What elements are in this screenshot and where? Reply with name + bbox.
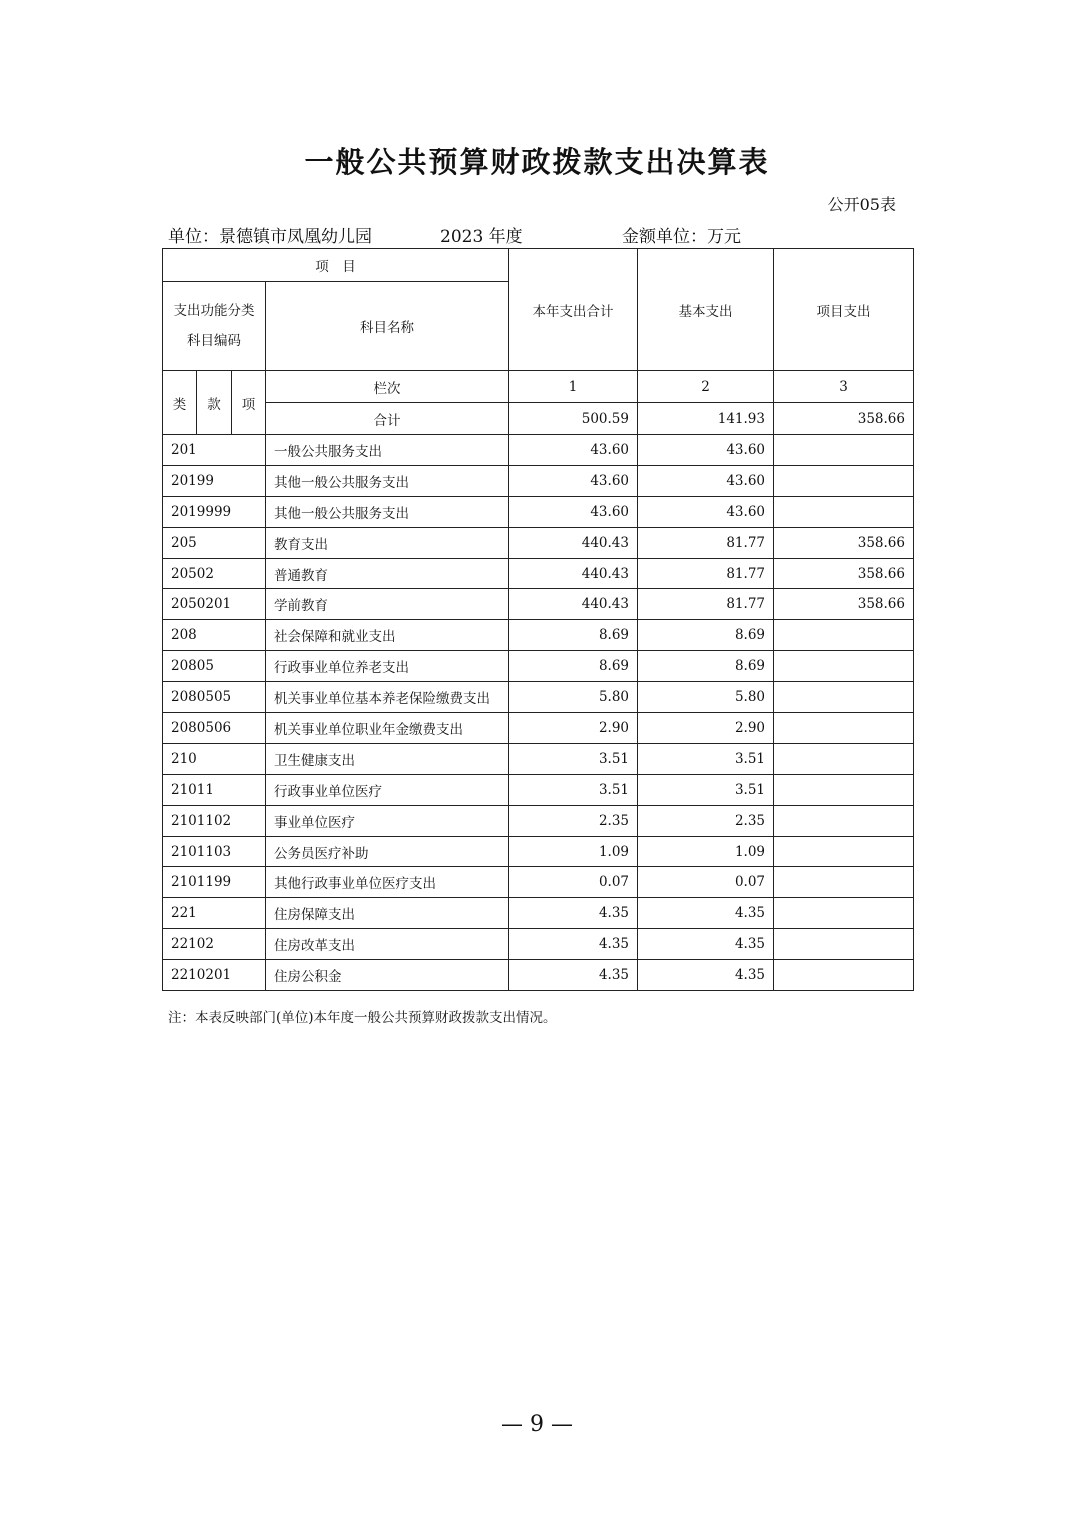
- row-subject-name: 行政事业单位医疗: [266, 774, 509, 805]
- row-project: [774, 682, 914, 713]
- row-basic: 4.35: [638, 960, 774, 991]
- row-code: 201: [163, 435, 266, 466]
- row-code: 2101103: [163, 836, 266, 867]
- table-row: [163, 527, 914, 558]
- row-project: [774, 435, 914, 466]
- header-kuan: 款: [197, 371, 232, 435]
- row-basic: 8.69: [638, 620, 774, 651]
- row-total: 43.60: [509, 496, 638, 527]
- row-subject-name: 机关事业单位职业年金缴费支出: [266, 713, 509, 744]
- column-index-2: 2: [638, 371, 774, 403]
- row-total: 440.43: [509, 558, 638, 589]
- row-total: 1.09: [509, 836, 638, 867]
- row-code: 22102: [163, 929, 266, 960]
- table-row: [163, 682, 914, 713]
- row-total: 4.35: [509, 929, 638, 960]
- row-total: 2.35: [509, 805, 638, 836]
- column-index-label: 栏次: [266, 371, 509, 403]
- row-project: 358.66: [774, 527, 914, 558]
- table-row: [163, 496, 914, 527]
- page-title: 一般公共预算财政拨款支出决算表: [304, 145, 770, 179]
- row-code: 20199: [163, 465, 266, 496]
- table-row: [163, 589, 914, 620]
- row-total: 4.35: [509, 960, 638, 991]
- row-project: [774, 651, 914, 682]
- row-subject-name: 学前教育: [266, 589, 509, 620]
- row-basic: 0.07: [638, 867, 774, 898]
- sum-basic: 141.93: [638, 403, 774, 435]
- row-subject-name: 行政事业单位养老支出: [266, 651, 509, 682]
- header-subject-name: 科目名称: [266, 282, 509, 371]
- row-code: 21011: [163, 774, 266, 805]
- table-row: [163, 898, 914, 929]
- row-total: 5.80: [509, 682, 638, 713]
- header-basic: 基本支出: [638, 249, 774, 371]
- money-unit-label: 金额单位：万元: [622, 227, 741, 247]
- row-project: [774, 960, 914, 991]
- row-subject-name: 其他一般公共服务支出: [266, 465, 509, 496]
- row-total: 0.07: [509, 867, 638, 898]
- row-subject-name: 其他一般公共服务支出: [266, 496, 509, 527]
- row-subject-name: 公务员医疗补助: [266, 836, 509, 867]
- table-row: [163, 960, 914, 991]
- header-func-code: 支出功能分类科目编码: [163, 282, 266, 371]
- row-basic: 2.90: [638, 713, 774, 744]
- row-project: [774, 805, 914, 836]
- table-row: [163, 465, 914, 496]
- row-total: 43.60: [509, 465, 638, 496]
- header-xiang: 项: [232, 371, 266, 435]
- row-subject-name: 事业单位医疗: [266, 805, 509, 836]
- header-item: 项 目: [163, 249, 509, 282]
- row-code: 2019999: [163, 496, 266, 527]
- row-project: [774, 867, 914, 898]
- row-total: 440.43: [509, 589, 638, 620]
- row-project: [774, 774, 914, 805]
- row-code: 20502: [163, 558, 266, 589]
- row-subject-name: 住房保障支出: [266, 898, 509, 929]
- table-row: [163, 558, 914, 589]
- row-basic: 43.60: [638, 496, 774, 527]
- row-basic: 81.77: [638, 589, 774, 620]
- row-project: [774, 898, 914, 929]
- table-row: [163, 713, 914, 744]
- row-code: 2101199: [163, 867, 266, 898]
- row-subject-name: 普通教育: [266, 558, 509, 589]
- row-total: 440.43: [509, 527, 638, 558]
- header-lei: 类: [163, 371, 197, 435]
- row-project: [774, 743, 914, 774]
- budget-table: [162, 248, 914, 991]
- row-code: 2101102: [163, 805, 266, 836]
- row-total: 8.69: [509, 620, 638, 651]
- row-project: [774, 496, 914, 527]
- row-total: 3.51: [509, 743, 638, 774]
- unit-label: 单位：景德镇市凤凰幼儿园: [168, 227, 372, 247]
- row-total: 2.90: [509, 713, 638, 744]
- header-total: 本年支出合计: [509, 249, 638, 371]
- row-project: [774, 465, 914, 496]
- row-code: 20805: [163, 651, 266, 682]
- row-code: 221: [163, 898, 266, 929]
- form-number: 公开05表: [827, 195, 896, 214]
- row-basic: 81.77: [638, 558, 774, 589]
- table-row: [163, 867, 914, 898]
- row-code: 2080506: [163, 713, 266, 744]
- row-code: 2210201: [163, 960, 266, 991]
- table-row: [163, 836, 914, 867]
- table-row: [163, 743, 914, 774]
- row-subject-name: 教育支出: [266, 527, 509, 558]
- row-basic: 2.35: [638, 805, 774, 836]
- row-basic: 1.09: [638, 836, 774, 867]
- row-subject-name: 社会保障和就业支出: [266, 620, 509, 651]
- row-project: 358.66: [774, 558, 914, 589]
- row-basic: 3.51: [638, 774, 774, 805]
- row-basic: 43.60: [638, 435, 774, 466]
- table-row: [163, 435, 914, 466]
- table-row: [163, 651, 914, 682]
- row-subject-name: 机关事业单位基本养老保险缴费支出: [266, 682, 509, 713]
- row-subject-name: 住房改革支出: [266, 929, 509, 960]
- row-subject-name: 其他行政事业单位医疗支出: [266, 867, 509, 898]
- row-subject-name: 卫生健康支出: [266, 743, 509, 774]
- row-code: 2080505: [163, 682, 266, 713]
- row-basic: 43.60: [638, 465, 774, 496]
- row-basic: 8.69: [638, 651, 774, 682]
- row-project: [774, 929, 914, 960]
- table-row: [163, 805, 914, 836]
- sum-label: 合计: [266, 403, 509, 435]
- page-number: — 9 —: [501, 1412, 573, 1437]
- row-project: 358.66: [774, 589, 914, 620]
- row-project: [774, 836, 914, 867]
- row-total: 4.35: [509, 898, 638, 929]
- row-total: 3.51: [509, 774, 638, 805]
- footnote: 注：本表反映部门(单位)本年度一般公共预算财政拨款支出情况。: [168, 1010, 557, 1026]
- table-row: [163, 620, 914, 651]
- row-project: [774, 713, 914, 744]
- year-label: 2023 年度: [440, 227, 523, 247]
- row-basic: 81.77: [638, 527, 774, 558]
- column-index-3: 3: [774, 371, 914, 403]
- row-code: 208: [163, 620, 266, 651]
- sum-project: 358.66: [774, 403, 914, 435]
- column-index-1: 1: [509, 371, 638, 403]
- row-subject-name: 住房公积金: [266, 960, 509, 991]
- row-basic: 3.51: [638, 743, 774, 774]
- row-code: 205: [163, 527, 266, 558]
- row-basic: 4.35: [638, 898, 774, 929]
- row-subject-name: 一般公共服务支出: [266, 435, 509, 466]
- table-row: [163, 929, 914, 960]
- row-total: 43.60: [509, 435, 638, 466]
- row-code: 2050201: [163, 589, 266, 620]
- row-project: [774, 620, 914, 651]
- sum-total: 500.59: [509, 403, 638, 435]
- row-code: 210: [163, 743, 266, 774]
- header-project: 项目支出: [774, 249, 914, 371]
- row-basic: 5.80: [638, 682, 774, 713]
- row-basic: 4.35: [638, 929, 774, 960]
- row-total: 8.69: [509, 651, 638, 682]
- table-row: [163, 774, 914, 805]
